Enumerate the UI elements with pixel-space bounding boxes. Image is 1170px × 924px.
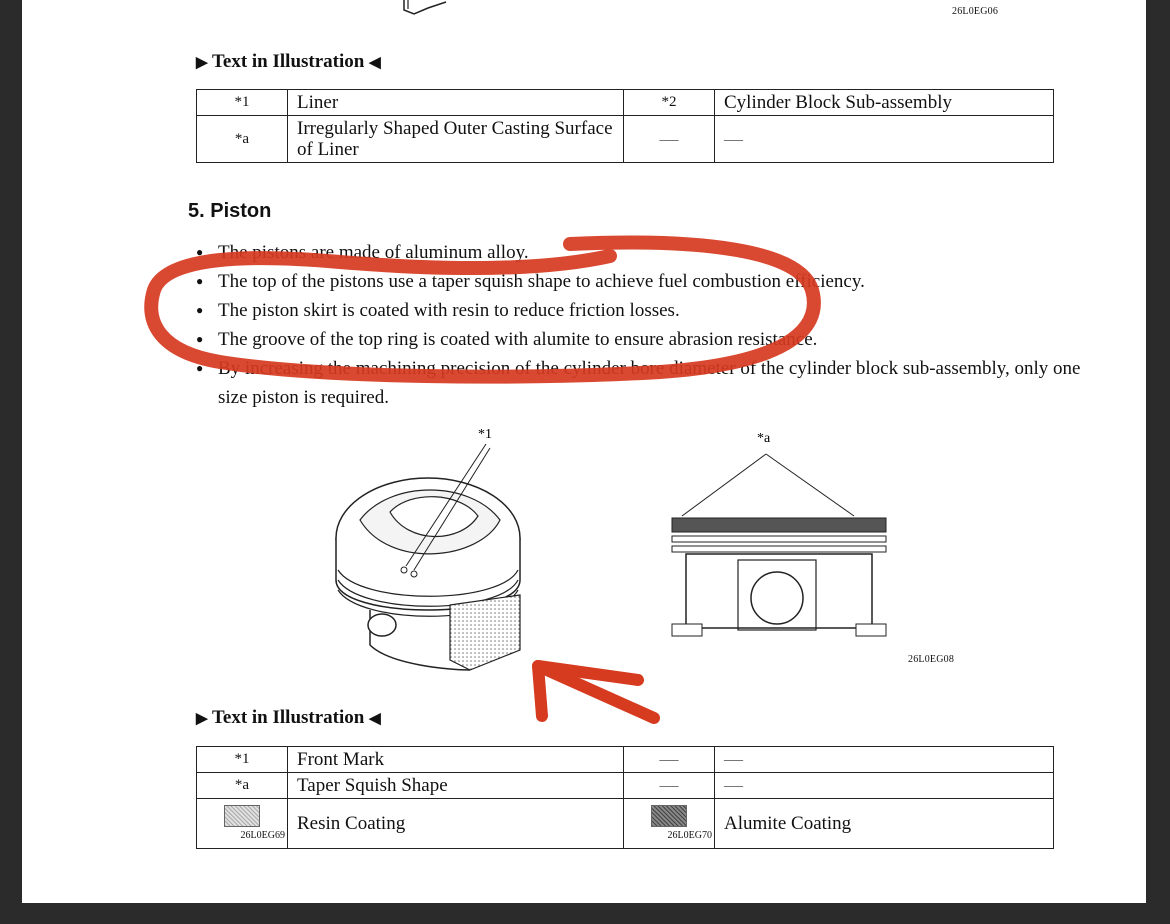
table-cell: — [624, 747, 715, 773]
table-cell [197, 799, 288, 849]
left-triangle-icon: ◀ [369, 711, 381, 727]
table-cell: — [624, 116, 715, 163]
list-item: ● The piston skirt is coated with resin to reduce friction losses. [196, 296, 1096, 325]
list-item: ● The groove of the top ring is coated with alumite to ensure abrasion resistance. [196, 325, 1096, 354]
list-item: ● By increasing the machining precision of the cylinder bore diameter of the cylinder block sub-assembly, only one size piston is required. [196, 354, 1096, 412]
illustration-heading-1 [196, 51, 381, 73]
illustration-heading-text: Text in Illustration [211, 707, 365, 728]
illustration-table-2 [196, 746, 1054, 849]
liner-illustration-fragment [398, 0, 458, 16]
section-number: 5. [188, 200, 205, 222]
list-item: ● The top of the pistons use a taper squish shape to achieve fuel combustion efficiency. [196, 267, 1096, 296]
section-title [188, 200, 271, 223]
table-cell: Alumite Coating [715, 799, 1054, 849]
piston-cross-section-illustration [664, 428, 894, 643]
illustration-table-1 [196, 89, 1054, 163]
table-cell: Front Mark [288, 747, 624, 773]
red-circle-annotation [140, 232, 830, 384]
alumite-swatch-icon [651, 805, 687, 827]
table-cell: *a [197, 773, 288, 799]
table-row [197, 90, 1054, 116]
table-cell: — [624, 773, 715, 799]
table-cell: — [715, 747, 1054, 773]
figure-id-top: 26L0EG06 [952, 6, 999, 17]
illustration-heading-2 [196, 707, 381, 729]
illustration-heading-text: Text in Illustration [211, 51, 365, 72]
table-cell: Irregularly Shaped Outer Casting Surface of Liner [288, 116, 624, 163]
front-mark-label: *1 [478, 427, 492, 442]
table-cell: Resin Coating [288, 799, 624, 849]
taper-squish-label: *a [757, 431, 771, 446]
right-triangle-icon: ▶ [196, 55, 208, 71]
table-cell: *1 [197, 747, 288, 773]
left-triangle-icon: ◀ [369, 55, 381, 71]
table-row [197, 747, 1054, 773]
table-row [197, 799, 1054, 849]
table-cell: Liner [288, 90, 624, 116]
table-cell: *2 [624, 90, 715, 116]
right-triangle-icon: ▶ [196, 711, 208, 727]
section-title-text: Piston [210, 200, 272, 222]
table-cell: Cylinder Block Sub-assembly [715, 90, 1054, 116]
resin-swatch-icon [224, 805, 260, 827]
figure-id-piston: 26L0EG08 [908, 654, 955, 665]
table-cell [624, 799, 715, 849]
table-cell: *a [197, 116, 288, 163]
table-cell: — [715, 116, 1054, 163]
list-item: ● The pistons are made of aluminum alloy. [196, 238, 1096, 267]
table-cell: — [715, 773, 1054, 799]
figure-id-alumite: 26L0EG70 [667, 830, 712, 841]
table-row [197, 773, 1054, 799]
figure-id-resin: 26L0EG69 [240, 830, 285, 841]
red-arrow-annotation [526, 656, 666, 728]
table-row [197, 116, 1054, 163]
piston-3d-illustration [330, 420, 540, 680]
table-cell: *1 [197, 90, 288, 116]
table-cell: Taper Squish Shape [288, 773, 624, 799]
